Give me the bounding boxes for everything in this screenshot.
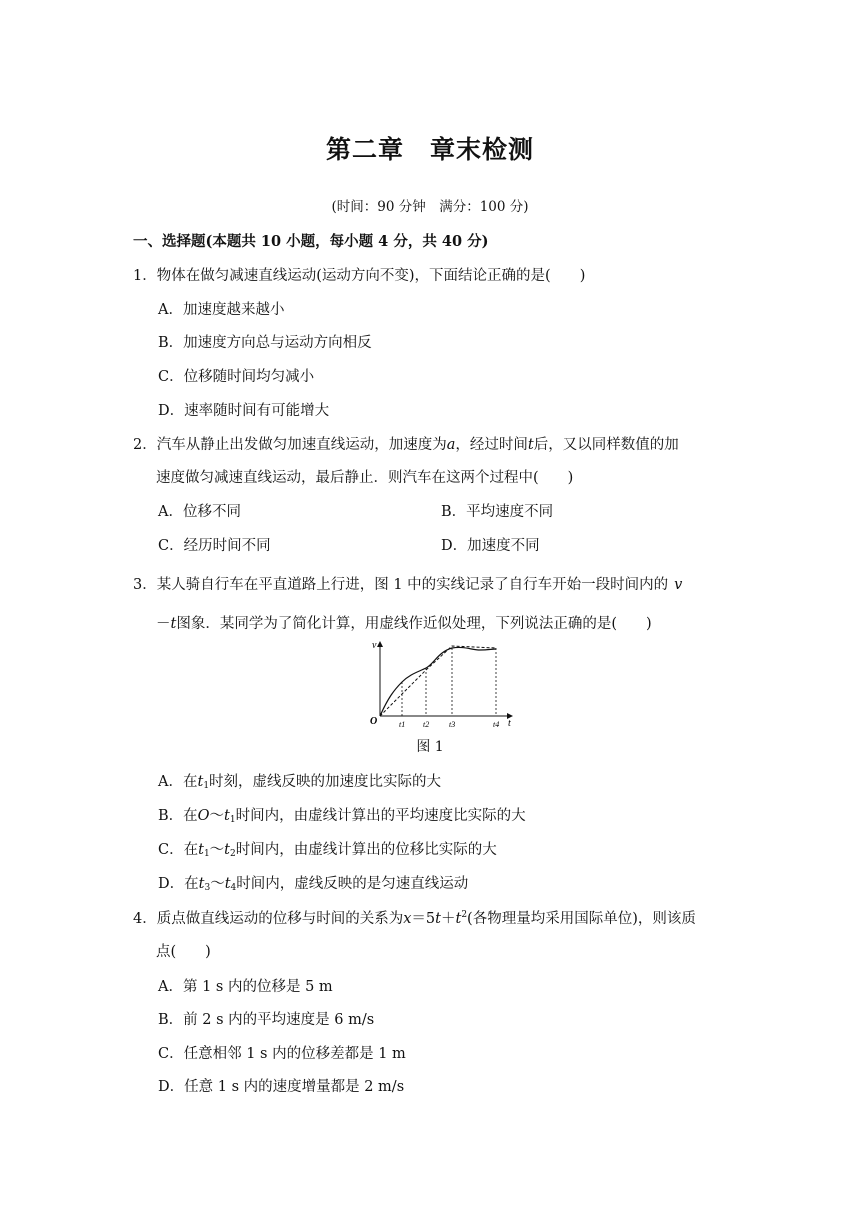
page-title: 第二章 章末检测	[325, 135, 534, 164]
question-3-option-c: C．在$t_1\sim t_2$时间内，由虚线计算出的位移比实际的大	[158, 842, 497, 859]
question-4-option-b: B．前 2 s 内的平均速度是 6 m/s	[158, 1012, 375, 1028]
question-3-stem-line2: －t图象．某同学为了简化计算，用虚线作近似处理，下列说法正确的是( )	[156, 616, 652, 632]
question-2-option-b: B．平均速度不同	[441, 504, 554, 520]
question-4-option-d: D．任意 1 s 内的速度增量都是 2 m/s	[158, 1079, 405, 1095]
question-1-option-a: A．加速度越来越小	[158, 302, 285, 318]
t1-label: t1	[399, 720, 406, 729]
exam-info: (时间：90 分钟 满分：100 分)	[331, 199, 529, 215]
question-2-option-c: C．经历时间不同	[158, 538, 271, 554]
section-heading: 一、选择题(本题共 10 小题，每小题 4 分，共 40 分)	[133, 233, 489, 250]
question-2-stem-line2: 速度做匀减速直线运动，最后静止．则汽车在这两个过程中( )	[156, 470, 574, 486]
question-2-option-d: D．加速度不同	[441, 538, 540, 554]
question-1-option-c: C．位移随时间均匀减小	[158, 369, 315, 385]
question-2-option-a: A．位移不同	[158, 504, 241, 520]
question-3-stem: 3．某人骑自行车在平直道路上行进，图 1 中的实线记录了自行车开始一段时间内的 v	[133, 577, 683, 593]
question-4-option-c: C．任意相邻 1 s 内的位移差都是 1 m	[158, 1046, 406, 1062]
question-4-stem: 4．质点做直线运动的位移与时间的关系为$x=5t+t^2$(各物理量均采用国际单位)，则该质	[133, 910, 696, 927]
origin-label: O	[370, 716, 378, 727]
t2-label: t2	[423, 720, 430, 729]
question-1-option-b: B．加速度方向总与运动方向相反	[158, 335, 372, 351]
t4-label: t4	[493, 720, 500, 729]
figure-1-vt-graph	[368, 638, 520, 734]
v-axis-label: v	[372, 640, 377, 651]
question-3-option-b: B．在$O\sim t_1$时间内，由虚线计算出的平均速度比实际的大	[158, 808, 526, 825]
question-1-option-d: D．速率随时间有可能增大	[158, 403, 330, 419]
question-4-stem-line2: 点( )	[156, 944, 211, 960]
t-axis-label: t	[508, 718, 511, 729]
figure-1-caption: 图 1	[416, 739, 444, 755]
question-3-option-a: A．在$t_1$时刻，虚线反映的加速度比实际的大	[158, 774, 442, 791]
question-4-option-a: A．第 1 s 内的位移是 5 m	[158, 979, 333, 995]
t3-label: t3	[449, 720, 456, 729]
question-3-option-d: D．在$t_3\sim t_4$时间内，虚线反映的是匀速直线运动	[158, 876, 469, 893]
actual-curve	[380, 647, 496, 716]
question-1-stem: 1．物体在做匀减速直线运动(运动方向不变)，下面结论正确的是( )	[133, 268, 586, 284]
question-2-stem: 2．汽车从静止出发做匀加速直线运动，加速度为a，经过时间t后，又以同样数值的加	[133, 437, 679, 453]
